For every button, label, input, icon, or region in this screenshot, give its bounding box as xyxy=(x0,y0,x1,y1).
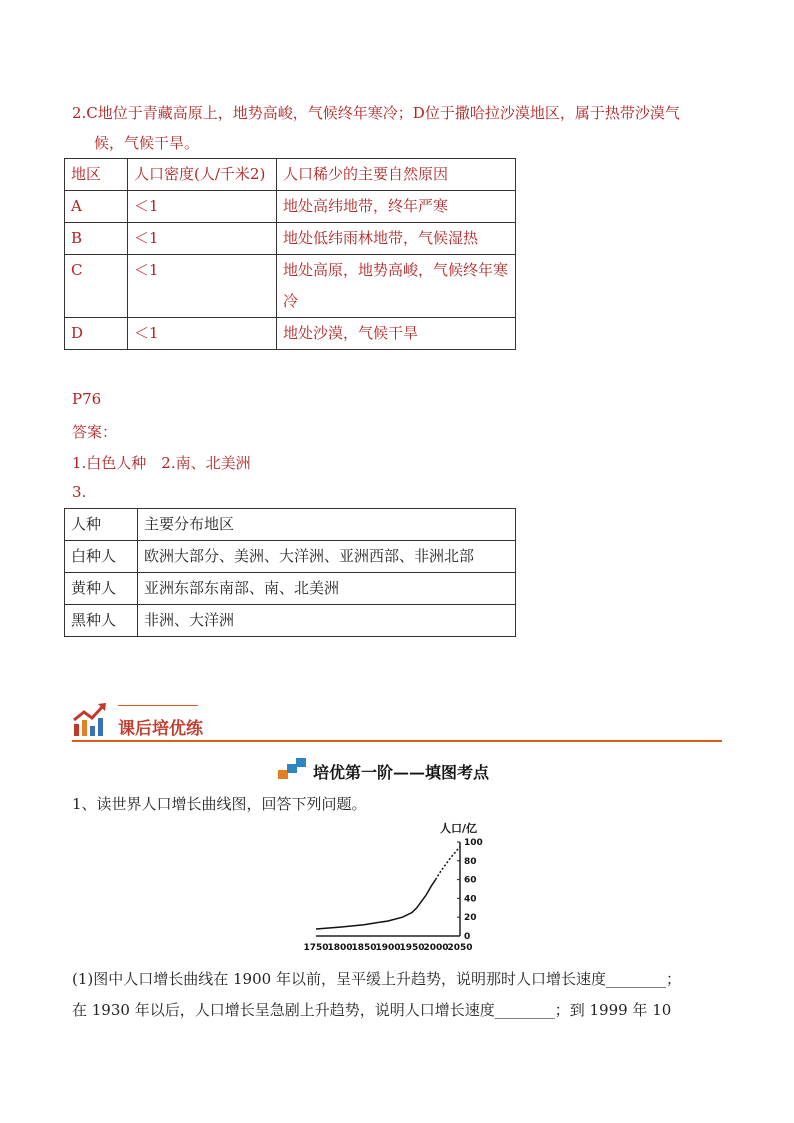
table-row xyxy=(65,191,516,223)
table-cell: ＜1 xyxy=(128,223,277,255)
chart-y-tick-label: 20 xyxy=(464,913,477,924)
table-header-cell: 地区 xyxy=(65,159,128,191)
table-cell: 黑种人 xyxy=(65,605,138,637)
table-row xyxy=(65,223,516,255)
table-cell: 地处低纬雨林地带，气候湿热 xyxy=(277,223,516,255)
table-header-cell: 人口稀少的主要自然原因 xyxy=(277,159,516,191)
item-3-label: 3. xyxy=(72,483,87,501)
answer-label: 答案： xyxy=(72,423,118,441)
chart-y-axis-label: 人口/亿 xyxy=(440,822,478,835)
table-cell: 非洲、大洋洲 xyxy=(138,605,516,637)
table-cell: ＜1 xyxy=(128,318,277,350)
table-row xyxy=(65,541,516,573)
table-cell: 欧洲大部分、美洲、大洋洲、亚洲西部、非洲北部 xyxy=(138,541,516,573)
chart-x-tick-label: 1750 xyxy=(303,943,329,953)
chart-series-projected-line xyxy=(436,847,460,880)
chart-x-tick-label: 1900 xyxy=(375,943,401,953)
table-cell: ＜1 xyxy=(128,191,277,223)
chart-x-tick-label: 1850 xyxy=(351,943,377,953)
race-distribution-table xyxy=(64,508,516,637)
steps-icon xyxy=(278,758,308,780)
answer-2-paragraph xyxy=(72,98,732,158)
answer-2-line2: 候，气候干旱。 xyxy=(94,134,200,152)
table-cell: 亚洲东部东南部、南、北美洲 xyxy=(138,573,516,605)
section-title: 课后培优练 xyxy=(118,719,203,739)
chart-x-tick-label: 2000 xyxy=(423,943,449,953)
chart-x-tick-label: 1950 xyxy=(399,943,425,953)
growth-chart-icon xyxy=(72,702,108,738)
table-row xyxy=(65,318,516,350)
question-1-part-1-line1: (1)图中人口增长曲线在 1900 年以前，呈平缓上升趋势，说明那时人口增长速度________； xyxy=(72,970,681,988)
section-divider xyxy=(72,740,722,742)
table-header-cell: 主要分布地区 xyxy=(138,509,516,541)
section-title-overline xyxy=(118,705,198,706)
table-cell: 白种人 xyxy=(65,541,138,573)
table-header-row xyxy=(65,159,516,191)
table-cell: 黄种人 xyxy=(65,573,138,605)
answer-line: 1.白色人种 2.南、北美洲 xyxy=(72,454,251,472)
table-cell: D xyxy=(65,318,128,350)
table-row xyxy=(65,573,516,605)
table-header-cell: 人口密度(人/千米2) xyxy=(128,159,277,191)
answer-2-line1: 2.C地位于青藏高原上，地势高峻，气候终年寒冷；D位于撒哈拉沙漠地区，属于热带沙漠气 xyxy=(72,104,680,122)
table-row xyxy=(65,605,516,637)
population-growth-chart xyxy=(300,818,490,960)
table-cell: B xyxy=(65,223,128,255)
chart-y-tick-label: 0 xyxy=(464,932,471,942)
chart-y-tick-label: 100 xyxy=(464,838,483,848)
table-cell: A xyxy=(65,191,128,223)
page-reference: P76 xyxy=(72,390,102,408)
table-header-cell: 人种 xyxy=(65,509,138,541)
chart-y-tick-label: 60 xyxy=(464,875,477,886)
chart-x-tick-label: 1800 xyxy=(327,943,353,953)
chart-x-tick-label: 2050 xyxy=(447,943,473,953)
chart-series-actual-line xyxy=(316,880,436,929)
subsection-title: 培优第一阶——填图考点 xyxy=(313,763,490,782)
chart-y-tick-label: 40 xyxy=(464,894,477,905)
table-cell: 地处高原，地势高峻，气候终年寒冷 xyxy=(277,255,516,318)
table-row xyxy=(65,255,516,318)
table-header-row xyxy=(65,509,516,541)
population-density-table xyxy=(64,158,516,350)
question-1-part-1-line2: 在 1930 年以后，人口增长呈急剧上升趋势，说明人口增长速度________；到 1999 年 10 xyxy=(72,1001,672,1019)
table-cell: ＜1 xyxy=(128,255,277,318)
table-cell: C xyxy=(65,255,128,318)
question-1: 1、读世界人口增长曲线图，回答下列问题。 xyxy=(72,795,367,813)
chart-y-tick-label: 80 xyxy=(464,856,477,867)
table-cell: 地处沙漠，气候干旱 xyxy=(277,318,516,350)
table-cell: 地处高纬地带，终年严寒 xyxy=(277,191,516,223)
